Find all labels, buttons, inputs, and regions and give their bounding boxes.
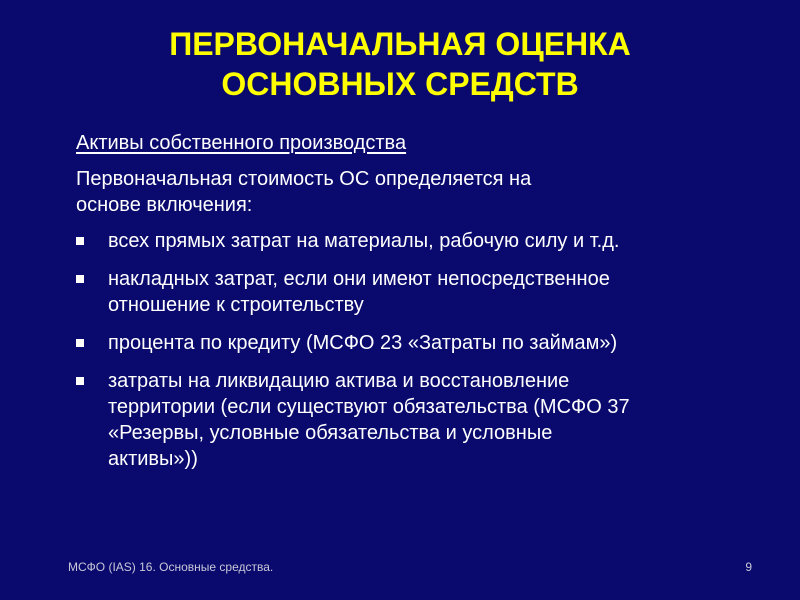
title-line-2: ОСНОВНЫХ СРЕДСТВ	[221, 66, 579, 102]
bullet-line: «Резервы, условные обязательства и условные	[108, 422, 553, 444]
square-bullet-icon	[76, 377, 84, 385]
bullet-line: процента по кредиту (МСФО 23 «Затраты по займам»)	[108, 332, 618, 354]
page-number: 9	[745, 560, 752, 574]
square-bullet-icon	[76, 237, 84, 245]
square-bullet-icon	[76, 275, 84, 283]
section-heading: Активы собственного производства	[76, 132, 407, 154]
title-line-1: ПЕРВОНАЧАЛЬНАЯ ОЦЕНКА	[169, 26, 631, 62]
bullet-line: всех прямых затрат на материалы, рабочую силу и т.д.	[108, 230, 620, 252]
bullet-line: отношение к строительству	[108, 294, 364, 316]
intro-text	[76, 166, 756, 218]
bullet-item-overhead-costs	[76, 266, 756, 318]
footer-text: МСФО (IAS) 16. Основные средства.	[68, 560, 274, 574]
square-bullet-icon	[76, 339, 84, 347]
bullet-line: территории (если существуют обязательства (МСФО 37	[108, 396, 630, 418]
bullet-list	[76, 228, 756, 472]
slide-content	[76, 130, 756, 484]
intro-line-2: основе включения:	[76, 194, 253, 216]
bullet-item-decommissioning	[76, 368, 756, 472]
bullet-item-interest	[76, 330, 756, 356]
intro-line-1: Первоначальная стоимость ОС определяется на	[76, 168, 532, 190]
slide-title	[0, 24, 800, 104]
bullet-line: активы»))	[108, 448, 198, 470]
bullet-item-direct-costs	[76, 228, 756, 254]
bullet-line: накладных затрат, если они имеют непосредственное	[108, 268, 610, 290]
bullet-line: затраты на ликвидацию актива и восстановление	[108, 370, 570, 392]
